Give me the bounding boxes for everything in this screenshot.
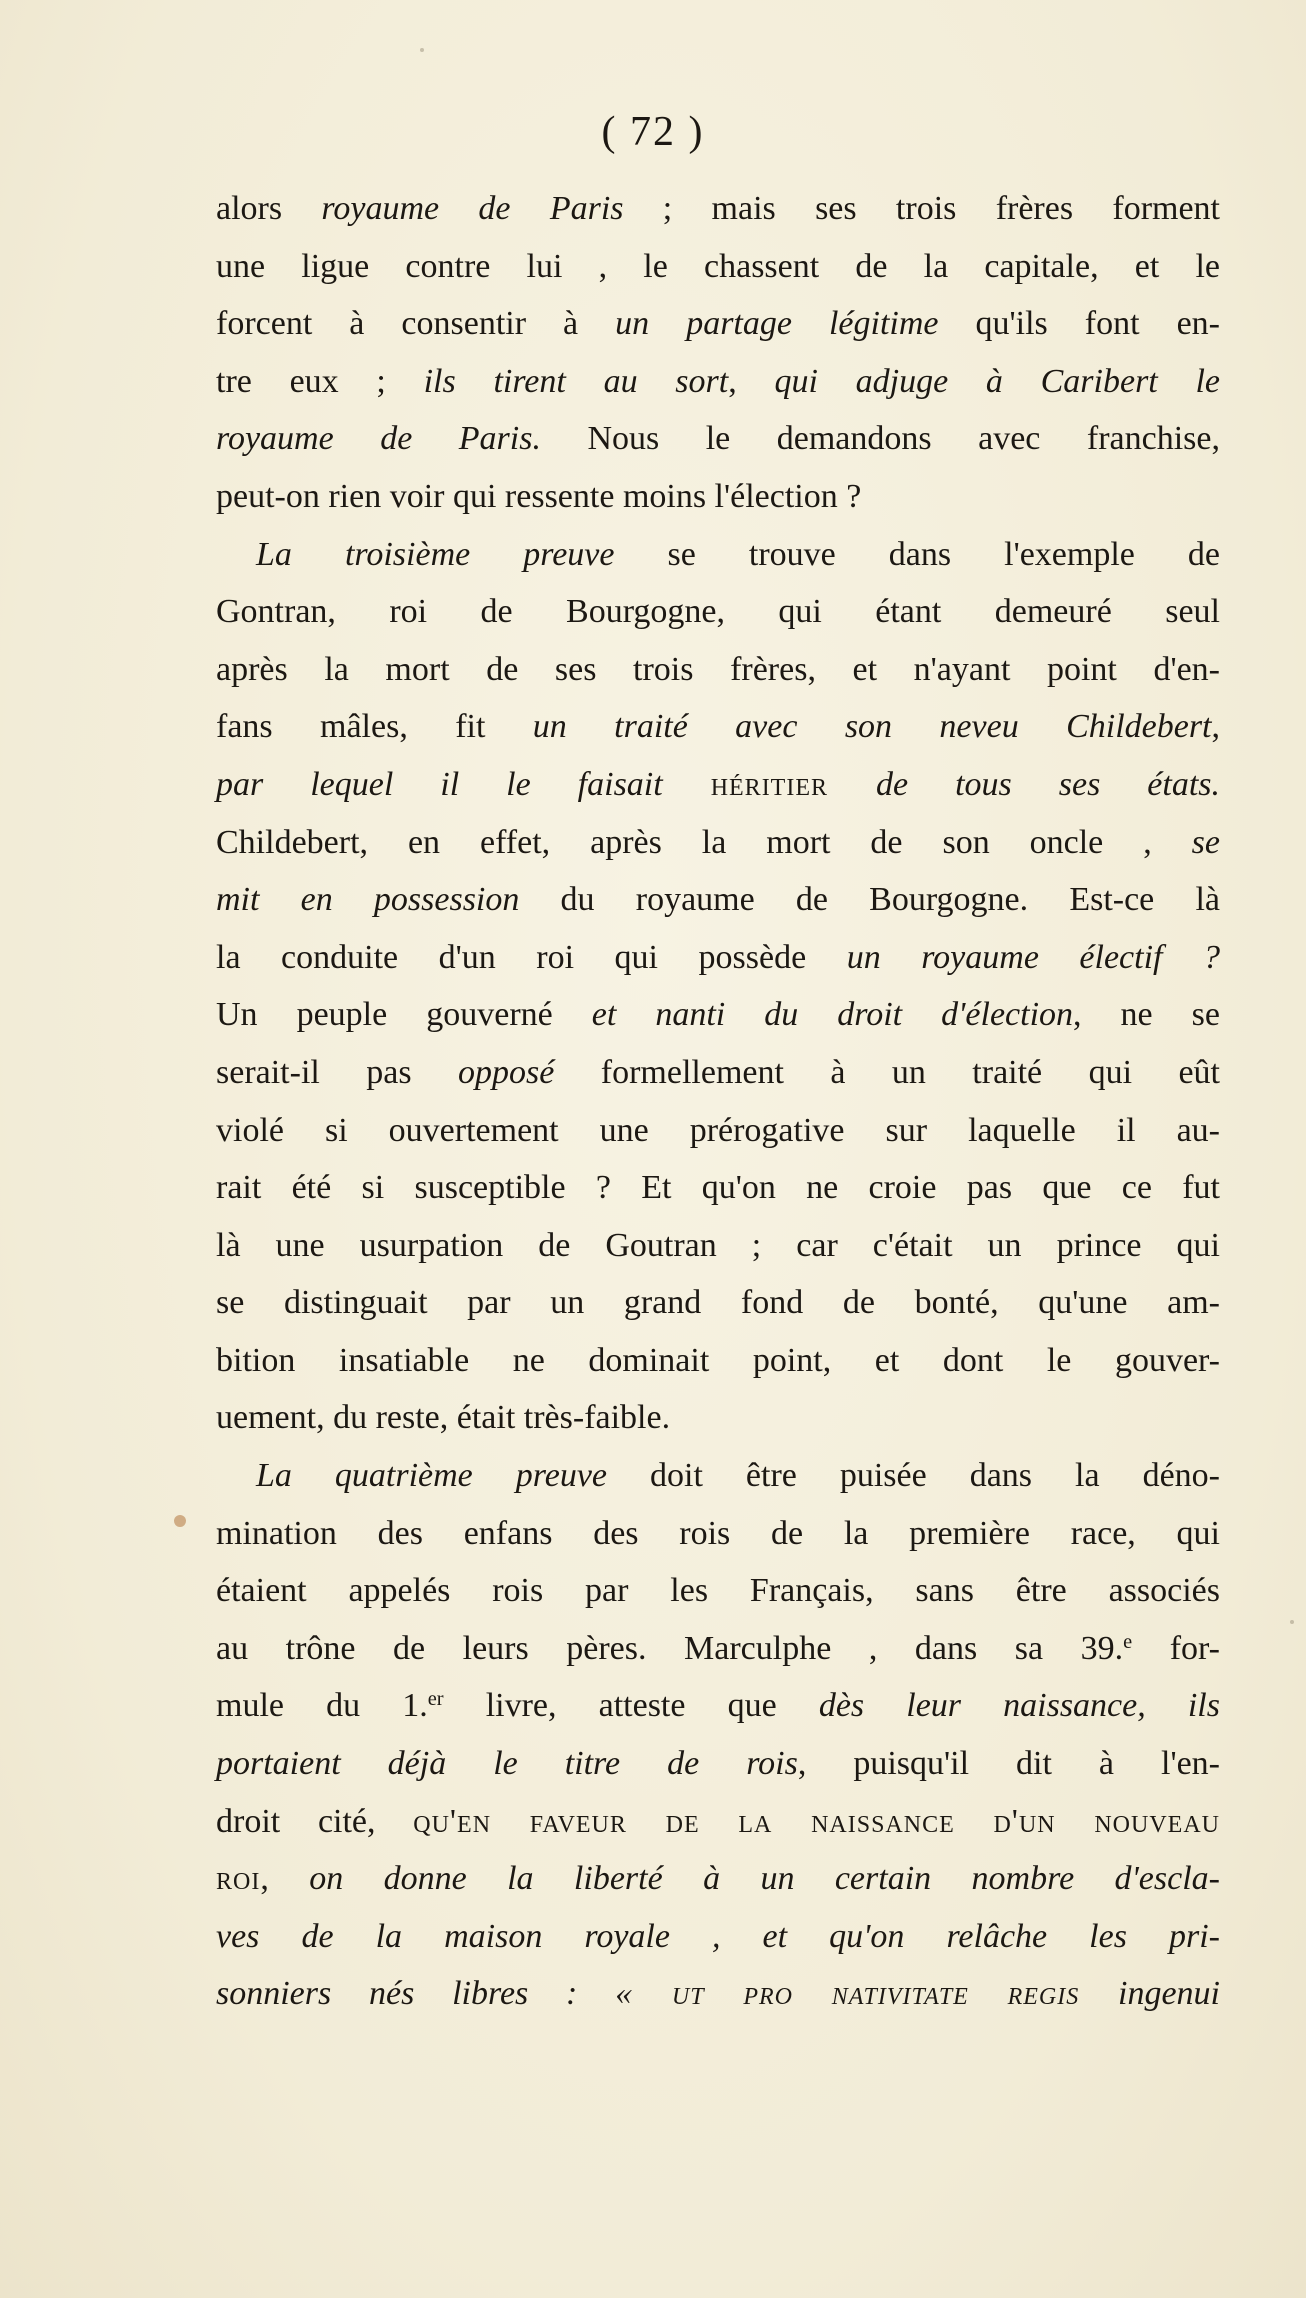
text-segment: , xyxy=(1211,708,1220,746)
text-segment: se xyxy=(1191,823,1220,861)
text-segment: dès leur naissance, ils xyxy=(818,1687,1220,1725)
text-line xyxy=(216,295,1220,353)
text-line xyxy=(216,1908,1220,1966)
text-line xyxy=(216,814,1220,872)
text-line xyxy=(216,180,1220,238)
text-segment: qu'en faveur de la naissance d'un nouveau xyxy=(413,1802,1220,1840)
text-segment: royaume de Paris xyxy=(321,190,624,227)
text-segment: uement, du reste, était très-faible. xyxy=(216,1399,671,1437)
text-line xyxy=(216,929,1220,987)
text-line xyxy=(216,1389,1220,1447)
text-segment: héritier xyxy=(662,765,876,803)
text-segment: ves de la maison royale , et qu'on relâche les pri- xyxy=(216,1917,1220,1955)
text-line xyxy=(216,756,1220,814)
text-segment: là une usurpation de Goutran ; car c'était un prince qui xyxy=(216,1226,1220,1264)
text-segment: qu'ils font en- xyxy=(938,305,1220,343)
text-line xyxy=(216,1274,1220,1332)
page-number: ( 72 ) xyxy=(601,109,705,155)
text-segment: portaient déjà le titre de rois xyxy=(216,1745,798,1783)
text-line xyxy=(216,583,1220,641)
text-segment: bition insatiable ne dominait point, et dont le gouver- xyxy=(216,1341,1220,1379)
text-segment: La quatrième preuve xyxy=(256,1457,608,1495)
text-segment: ils tirent au sort xyxy=(423,362,729,400)
text-segment: ingenui xyxy=(1118,1975,1220,2013)
text-line xyxy=(216,1505,1220,1563)
text-line xyxy=(216,1677,1220,1735)
margin-ink-dot xyxy=(174,1515,186,1527)
text-segment: étaient appelés rois par les Français, sans être associés xyxy=(216,1572,1220,1610)
text-line xyxy=(216,1447,1220,1505)
text-line xyxy=(216,641,1220,699)
text-line xyxy=(216,1159,1220,1217)
text-segment: er xyxy=(427,1688,444,1711)
text-segment: un royaume électif ? xyxy=(846,938,1220,976)
text-segment: for- xyxy=(1132,1629,1220,1667)
text-segment: mule du 1. xyxy=(216,1687,428,1725)
text-segment: droit cité, xyxy=(216,1802,414,1840)
text-segment: serait-il pas xyxy=(216,1053,459,1091)
text-segment: du royaume de Bourgogne. Est-ce là xyxy=(519,881,1220,919)
text-line xyxy=(216,871,1220,929)
text-line xyxy=(216,410,1220,468)
text-segment: un traité avec son neveu Childebert xyxy=(532,708,1212,746)
body-text xyxy=(216,180,1220,2023)
text-segment: par lequel il le faisait xyxy=(216,765,663,803)
text-segment: mination des enfans des rois de la première race, qui xyxy=(216,1514,1220,1552)
paper-speck xyxy=(1290,1620,1294,1624)
text-line xyxy=(216,1965,1220,2023)
text-line xyxy=(216,698,1220,756)
text-segment: Gontran, roi de Bourgogne, qui étant demeuré seul xyxy=(216,593,1220,631)
text-segment: rait été si susceptible ? Et qu'on ne croie pas que ce fut xyxy=(216,1169,1220,1207)
text-segment: alors xyxy=(216,190,322,227)
text-segment: La troisième preuve xyxy=(256,535,615,573)
text-segment: e xyxy=(1123,1630,1133,1653)
text-line xyxy=(216,526,1220,584)
text-segment: une ligue contre lui , le chassent de la capitale, et le xyxy=(216,247,1220,285)
text-line xyxy=(216,468,1220,526)
text-segment: ; mais ses trois frères forment xyxy=(623,190,1221,227)
text-segment: , xyxy=(260,1860,310,1898)
text-segment: forcent à consentir à xyxy=(216,305,616,343)
paper-speck xyxy=(420,48,424,52)
text-segment: fans mâles, fit xyxy=(216,708,533,746)
text-segment: et nanti du droit d'élection xyxy=(591,996,1074,1034)
text-segment: sonniers nés libres : xyxy=(216,1975,616,2013)
text-segment: mit en possession xyxy=(216,881,520,919)
text-line xyxy=(216,1850,1220,1908)
text-line xyxy=(216,986,1220,1044)
text-segment: violé si ouvertement une prérogative sur laquelle il au- xyxy=(216,1111,1220,1149)
text-segment: Childebert, en effet, après la mort de son oncle , xyxy=(216,823,1192,861)
text-segment: se trouve dans l'exemple de xyxy=(614,535,1220,573)
text-segment: un partage légitime xyxy=(615,305,939,343)
text-segment: , puisqu'il dit à l'en- xyxy=(797,1745,1221,1783)
text-segment: « ut pro nativitate regis xyxy=(615,1975,1119,2013)
text-line xyxy=(216,1562,1220,1620)
text-line xyxy=(216,1044,1220,1102)
text-line xyxy=(216,238,1220,296)
text-segment: la conduite d'un roi qui possède xyxy=(216,938,847,976)
text-segment: livre, atteste que xyxy=(443,1687,819,1725)
text-segment: roi xyxy=(216,1860,261,1898)
text-segment: , ne se xyxy=(1073,996,1220,1034)
text-segment: après la mort de ses trois frères, et n'ayant point d'en- xyxy=(216,650,1220,688)
text-segment: de tous ses états. xyxy=(876,765,1220,803)
text-segment: tre eux ; xyxy=(216,362,424,400)
text-segment: peut-on rien voir qui ressente moins l'élection ? xyxy=(216,477,862,515)
text-line xyxy=(216,1793,1220,1851)
text-segment: se distinguait par un grand fond de bonté, qu'une am- xyxy=(216,1284,1220,1322)
text-segment: opposé xyxy=(458,1053,555,1091)
text-segment: qui adjuge à Caribert le xyxy=(774,362,1221,400)
text-segment: royaume de Paris. xyxy=(216,420,541,458)
text-line xyxy=(216,1620,1220,1678)
text-segment: on donne la liberté à un certain nombre d'escla- xyxy=(309,1860,1220,1898)
text-segment: , xyxy=(728,362,775,400)
text-segment: Nous le demandons avec franchise, xyxy=(540,420,1220,458)
text-line xyxy=(216,1332,1220,1390)
text-segment: formellement à un traité qui eût xyxy=(554,1053,1220,1091)
text-line xyxy=(216,1735,1220,1793)
text-segment: Un peuple gouverné xyxy=(216,996,592,1034)
text-line xyxy=(216,353,1220,411)
text-line xyxy=(216,1102,1220,1160)
text-segment: doit être puisée dans la déno- xyxy=(607,1457,1220,1495)
text-line xyxy=(216,1217,1220,1275)
text-segment: au trône de leurs pères. Marculphe , dans sa 39. xyxy=(216,1629,1124,1667)
